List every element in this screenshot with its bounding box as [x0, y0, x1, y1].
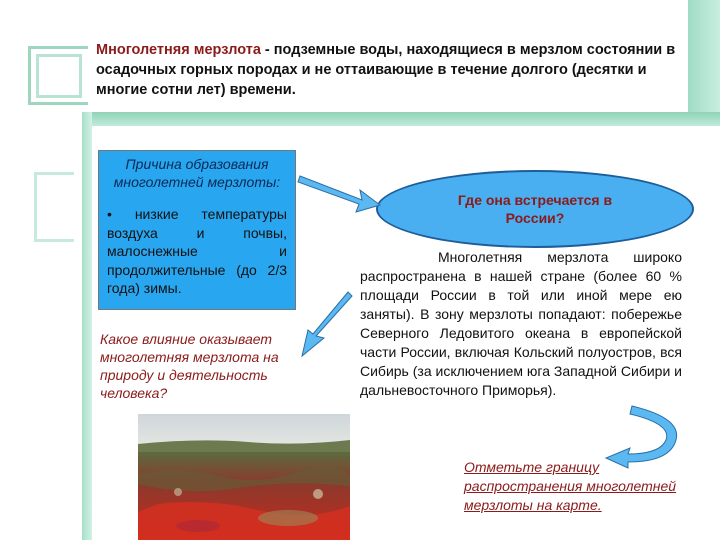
cause-title: Причина образования многолетней мерзлоты: — [113, 156, 281, 190]
influence-question: Какое влияние оказывает многолетняя мерзлота на природу и деятельность человека? — [100, 331, 279, 401]
distribution-text: Многолетняя мерзлота широко распространена в нашей стране (более 60 % площади России в той или иной мере ею заняты). В зону мерзлоты попадают: побережье Северного Ледовитого океана в европейской части России, включая Кольский полуостров, вся Сибирь (за исключением юга Западной Сибири и дальневосточного Приморья). — [360, 249, 682, 398]
header-definition: - подземные воды, находящиеся в мерзлом состоянии в осадочных горных породах и не оттаивающие в течение долгого (десятки и многие сотни лет) времени. — [96, 42, 676, 98]
arrow-right-icon — [298, 176, 380, 212]
curved-arrow-icon — [606, 406, 677, 468]
arrow-down-left-icon — [302, 292, 352, 356]
cause-text: • низкие температуры воздуха и почвы, малоснежные и продолжительные (до 2/3 года) зимы. — [107, 206, 287, 296]
header-term: Многолетняя мерзлота — [96, 42, 261, 58]
map-task-link[interactable]: Отметьте границу распространения многолетней мерзлоты на карте. — [464, 459, 677, 513]
where-question: Где она встречается в России? — [457, 192, 613, 226]
